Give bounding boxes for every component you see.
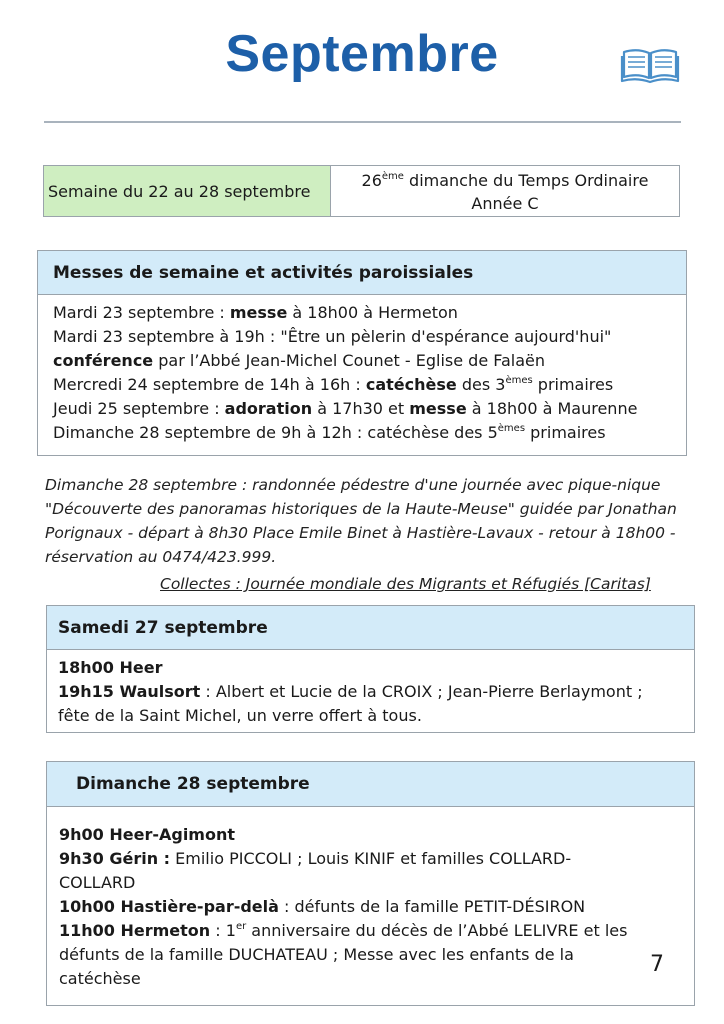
list-item: Mardi 23 septembre : messe à 18h00 à Hermeton — [53, 303, 458, 322]
saturday-heading: Samedi 27 septembre — [47, 606, 694, 650]
list-item: 10h00 Hastière-par-delà : défunts de la famille PETIT-DÉSIRON — [59, 897, 586, 916]
list-item: Mardi 23 septembre à 19h : "Être un pèlerin d'espérance aujourd'hui" — [53, 327, 612, 346]
title-divider — [44, 121, 681, 123]
week-label: Semaine du 22 au 28 septembre — [44, 166, 331, 216]
list-item: 19h15 Waulsort : Albert et Lucie de la CROIX ; Jean-Pierre Berlaymont ; — [58, 682, 643, 701]
list-item: Jeudi 25 septembre : adoration à 17h30 et messe à 18h00 à Maurenne — [53, 399, 638, 418]
weekday-box — [37, 250, 687, 456]
weekday-lines — [38, 295, 686, 445]
sunday-box — [46, 761, 695, 1006]
week-table — [43, 165, 680, 217]
list-item: COLLARD — [59, 873, 136, 892]
list-item: 18h00 Heer — [58, 658, 163, 677]
page-title: Septembre — [225, 25, 499, 83]
list-item: conférence par l’Abbé Jean-Michel Counet - Eglise de Falaën — [53, 351, 546, 370]
list-item: 11h00 Hermeton : 1er anniversaire du décès de l’Abbé LELIVRE et les — [59, 921, 628, 940]
sunday-heading: Dimanche 28 septembre — [47, 762, 694, 807]
list-item: Dimanche 28 septembre de 9h à 12h : catéchèse des 5èmes primaires — [53, 423, 606, 442]
liturgical-year: Année C — [471, 194, 539, 213]
saturday-lines — [47, 650, 694, 728]
open-book-icon — [620, 44, 680, 84]
list-item: fête de la Saint Michel, un verre offert à tous. — [58, 706, 422, 725]
saturday-box — [46, 605, 695, 733]
collection-note: Collectes : Journée mondiale des Migrants et Réfugiés [Caritas] — [160, 575, 651, 593]
page-number: 7 — [650, 952, 664, 977]
sunday-lines — [47, 807, 694, 991]
hike-note: Dimanche 28 septembre : randonnée pédestre d'une journée avec pique-nique "Découverte des panoramas historiques de la Haute-Meuse" guidée par Jonathan Porignaux - départ à 8h30 Place Emile Binet à Hastière-Lavaux - retour à 18h00 - réservation au 0474/423.999. — [45, 476, 677, 566]
weekday-heading: Messes de semaine et activités paroissiales — [38, 251, 686, 295]
liturgical-sunday: 26ème dimanche du Temps Ordinaire Année C — [331, 166, 679, 216]
list-item: défunts de la famille DUCHATEAU ; Messe avec les enfants de la — [59, 945, 574, 964]
list-item: 9h00 Heer-Agimont — [59, 825, 236, 844]
list-item: catéchèse — [59, 969, 141, 988]
list-item: 9h30 Gérin : Emilio PICCOLI ; Louis KINIF et familles COLLARD- — [59, 849, 572, 868]
list-item: Mercredi 24 septembre de 14h à 16h : catéchèse des 3èmes primaires — [53, 375, 614, 394]
